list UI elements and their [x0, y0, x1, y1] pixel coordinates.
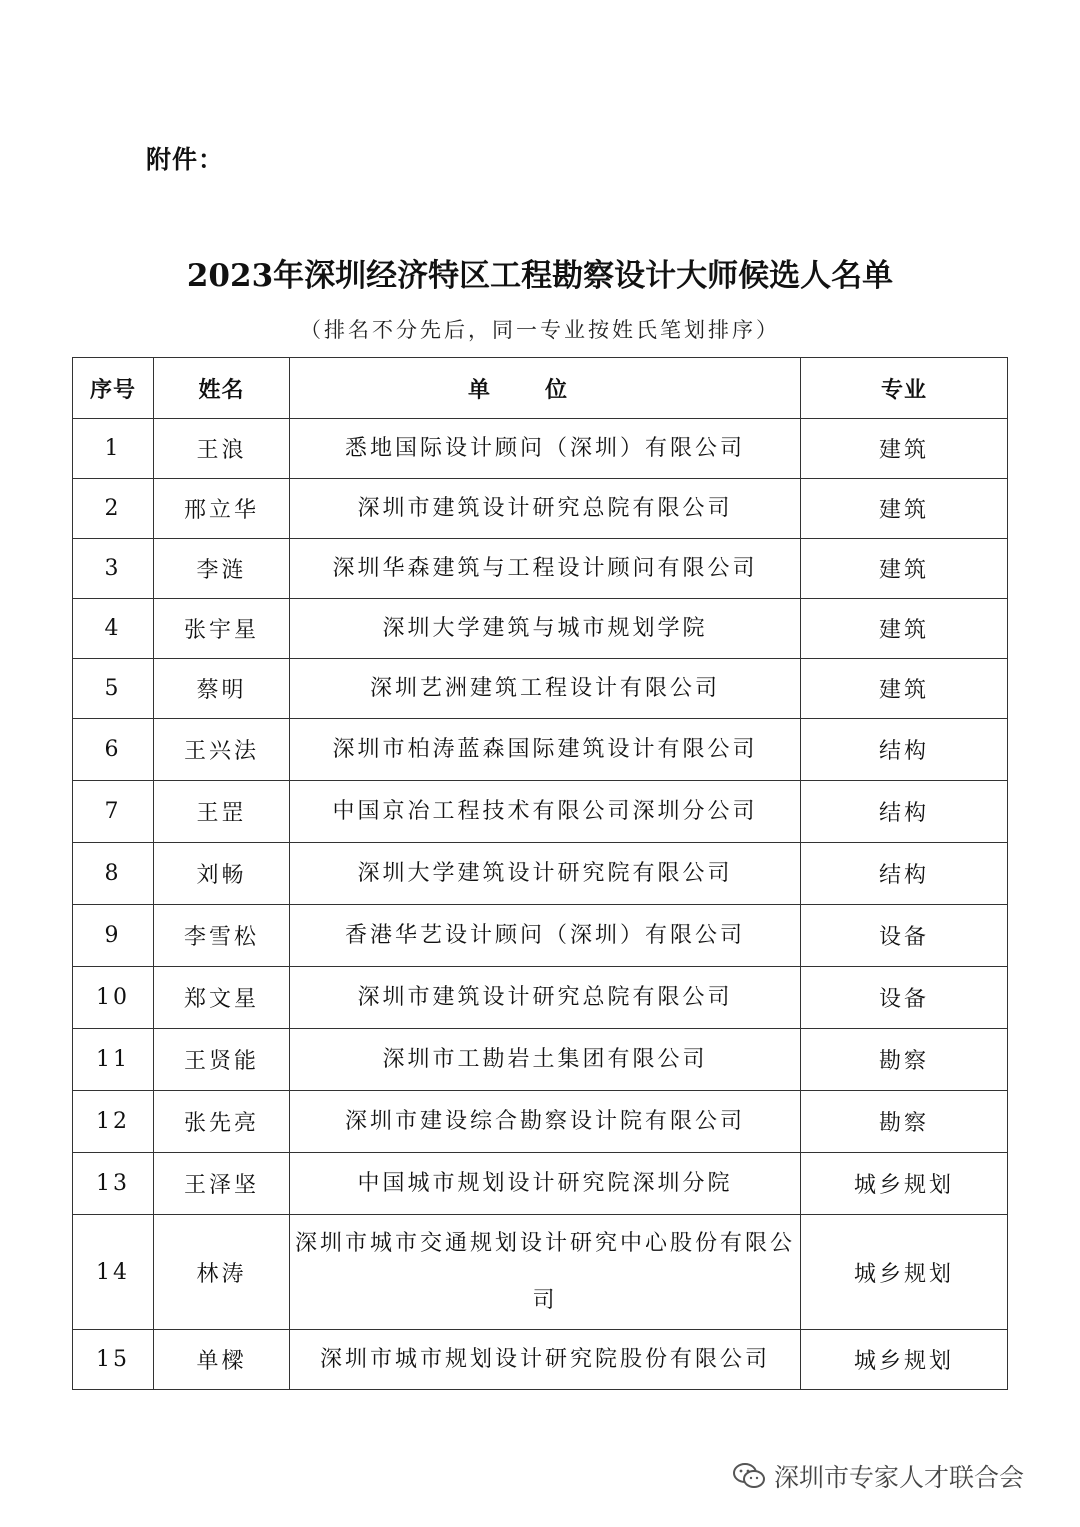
- cell-index: 4: [73, 599, 154, 659]
- cell-specialty: 建筑: [801, 479, 1008, 539]
- cell-index: 11: [73, 1029, 154, 1091]
- cell-name: 张先亮: [154, 1091, 290, 1153]
- attachment-label: 附件：: [146, 145, 225, 174]
- cell-index: 9: [73, 905, 154, 967]
- cell-unit: 深圳市城市交通规划设计研究中心股份有限公司: [290, 1215, 801, 1330]
- cell-name: 邢立华: [154, 479, 290, 539]
- table-row: [73, 719, 1008, 781]
- cell-specialty: 结构: [801, 843, 1008, 905]
- cell-name: 张宇星: [154, 599, 290, 659]
- cell-unit: 深圳市工勘岩土集团有限公司: [290, 1029, 801, 1091]
- table-row: [73, 967, 1008, 1029]
- table-row: [73, 1153, 1008, 1215]
- watermark-text: 深圳市专家人才联合会: [774, 1463, 1025, 1492]
- cell-specialty: 城乡规划: [801, 1153, 1008, 1215]
- table-row: [73, 479, 1008, 539]
- cell-unit: 悉地国际设计顾问（深圳）有限公司: [290, 419, 801, 479]
- cell-specialty: 结构: [801, 781, 1008, 843]
- cell-unit: 深圳市城市规划设计研究院股份有限公司: [290, 1330, 801, 1390]
- cell-specialty: 勘察: [801, 1091, 1008, 1153]
- cell-name: 林涛: [154, 1215, 290, 1330]
- table-row: [73, 419, 1008, 479]
- cell-specialty: 建筑: [801, 419, 1008, 479]
- cell-unit: 深圳艺洲建筑工程设计有限公司: [290, 659, 801, 719]
- cell-name: 蔡明: [154, 659, 290, 719]
- cell-unit: 深圳市建筑设计研究总院有限公司: [290, 479, 801, 539]
- cell-specialty: 设备: [801, 905, 1008, 967]
- candidate-table: [72, 357, 1008, 1390]
- wechat-icon: [732, 1462, 766, 1490]
- cell-index: 6: [73, 719, 154, 781]
- cell-specialty: 城乡规划: [801, 1330, 1008, 1390]
- cell-index: 12: [73, 1091, 154, 1153]
- header-index: 序号: [73, 358, 154, 419]
- cell-index: 2: [73, 479, 154, 539]
- cell-specialty: 建筑: [801, 659, 1008, 719]
- cell-specialty: 勘察: [801, 1029, 1008, 1091]
- cell-specialty: 建筑: [801, 599, 1008, 659]
- header-unit: 单位: [290, 358, 801, 419]
- cell-index: 15: [73, 1330, 154, 1390]
- cell-name: 郑文星: [154, 967, 290, 1029]
- cell-unit: 中国城市规划设计研究院深圳分院: [290, 1153, 801, 1215]
- table-row: [73, 1330, 1008, 1390]
- cell-unit: 深圳大学建筑设计研究院有限公司: [290, 843, 801, 905]
- cell-index: 13: [73, 1153, 154, 1215]
- cell-index: 7: [73, 781, 154, 843]
- cell-unit: 深圳大学建筑与城市规划学院: [290, 599, 801, 659]
- table-row: [73, 781, 1008, 843]
- header-name: 姓名: [154, 358, 290, 419]
- cell-index: 8: [73, 843, 154, 905]
- cell-unit: 深圳市柏涛蓝森国际建筑设计有限公司: [290, 719, 801, 781]
- document-subtitle: （排名不分先后，同一专业按姓氏笔划排序）: [300, 318, 780, 342]
- watermark: [732, 1458, 1024, 1494]
- cell-index: 5: [73, 659, 154, 719]
- table-row: [73, 843, 1008, 905]
- table-header-row: [73, 358, 1008, 419]
- cell-index: 3: [73, 539, 154, 599]
- table-row: [73, 659, 1008, 719]
- cell-name: 王泽坚: [154, 1153, 290, 1215]
- cell-specialty: 城乡规划: [801, 1215, 1008, 1330]
- table-row: [73, 539, 1008, 599]
- cell-name: 王罡: [154, 781, 290, 843]
- cell-name: 刘畅: [154, 843, 290, 905]
- table-row: [73, 1029, 1008, 1091]
- cell-name: 王兴法: [154, 719, 290, 781]
- table-row: [73, 599, 1008, 659]
- cell-name: 单樑: [154, 1330, 290, 1390]
- cell-name: 王浪: [154, 419, 290, 479]
- table-row: [73, 1215, 1008, 1330]
- cell-unit: 中国京冶工程技术有限公司深圳分公司: [290, 781, 801, 843]
- cell-specialty: 结构: [801, 719, 1008, 781]
- cell-name: 李雪松: [154, 905, 290, 967]
- cell-index: 14: [73, 1215, 154, 1330]
- cell-specialty: 建筑: [801, 539, 1008, 599]
- cell-name: 王贤能: [154, 1029, 290, 1091]
- document-title: 2023年深圳经济特区工程勘察设计大师候选人名单: [186, 258, 894, 294]
- header-specialty: 专业: [801, 358, 1008, 419]
- cell-index: 1: [73, 419, 154, 479]
- table-row: [73, 1091, 1008, 1153]
- cell-unit: 深圳华森建筑与工程设计顾问有限公司: [290, 539, 801, 599]
- cell-name: 李涟: [154, 539, 290, 599]
- cell-index: 10: [73, 967, 154, 1029]
- cell-unit: 香港华艺设计顾问（深圳）有限公司: [290, 905, 801, 967]
- table-row: [73, 905, 1008, 967]
- cell-unit: 深圳市建筑设计研究总院有限公司: [290, 967, 801, 1029]
- cell-specialty: 设备: [801, 967, 1008, 1029]
- cell-unit: 深圳市建设综合勘察设计院有限公司: [290, 1091, 801, 1153]
